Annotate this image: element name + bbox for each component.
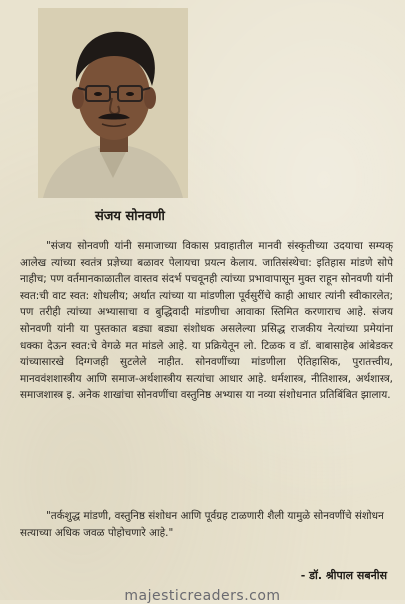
back-cover-quote xyxy=(20,238,393,404)
closing-quote xyxy=(20,508,393,541)
closing-quote-paragraph: "तर्कशुद्ध मांडणी, वस्तुनिष्ठ संशोधन आणि पूर्वग्रह टाळणारी शैली यामुळे सोनवणींचे संशोधन सत्याच्या अधिक जवळ पोहोचणारे आहे." xyxy=(20,510,384,539)
author-portrait-icon xyxy=(38,8,188,198)
author-photo xyxy=(38,8,188,198)
quote-attribution: - डॉ. श्रीपाल सबनीस xyxy=(300,569,387,582)
watermark: majesticreaders.com xyxy=(124,588,281,604)
author-name: संजय सोनवणी xyxy=(95,209,165,224)
quote-paragraph: "संजय सोनवणी यांनी समाजाच्या विकास प्रवाहातील मानवी संस्कृतीच्या उदयाचा सम्यक् आलेख त्यांच्या स्वतंत्र प्रज्ञेच्या बळावर पेलायचा प्रयत्न केलाय. जातिसंस्थेचा: इतिहास मांडणे सोपे नाहीच; पण वर्तमानकाळातील वास्तव संदर्भ पचवूनही त्यांच्या प्रभावापासून मुक्त राहून सोनवणी यांनी स्वत:ची वाट स्वत: शोधलीय; अर्थात त्यांच्या या मांडणीला पूर्वसुरींचे काही आधार त्यांनी स्वीकारलेत; पण तरीही त्यांच्या अभ्यासाचा व बुद्धिवादी मांडणीचा आवाका स्तिमित करणाराच आहे. संजय सोनवणी यांनी या पुस्तकात बड्या बड्या संशोधक असलेल्या प्रसिद्ध राजकीय नेत्यांच्या प्रमेयांना धक्का देऊन स्वत:चे वेगळे मत मांडले आहे. या प्रक्रियेतून लो. टिळक व डॉ. बाबासाहेब आंबेडकर यांच्यासारखे दिग्गजही सुटलेले नाहीत. सोनवणींच्या मांडणीला ऐतिहासिक, पुरातत्त्वीय, मानववंशशास्त्रीय आणि समाज-अर्थशास्त्रीय सत्यांचा आधार आहे. धर्मशास्त्र, नीतिशास्त्र, अर्थशास्त्र, समाजशास्त्र इ. अनेक शाखांचा सोनवणींचा वस्तुनिष्ठ अभ्यास या नव्या संशोधनात प्रतिबिंबित झालाय. xyxy=(20,240,393,402)
